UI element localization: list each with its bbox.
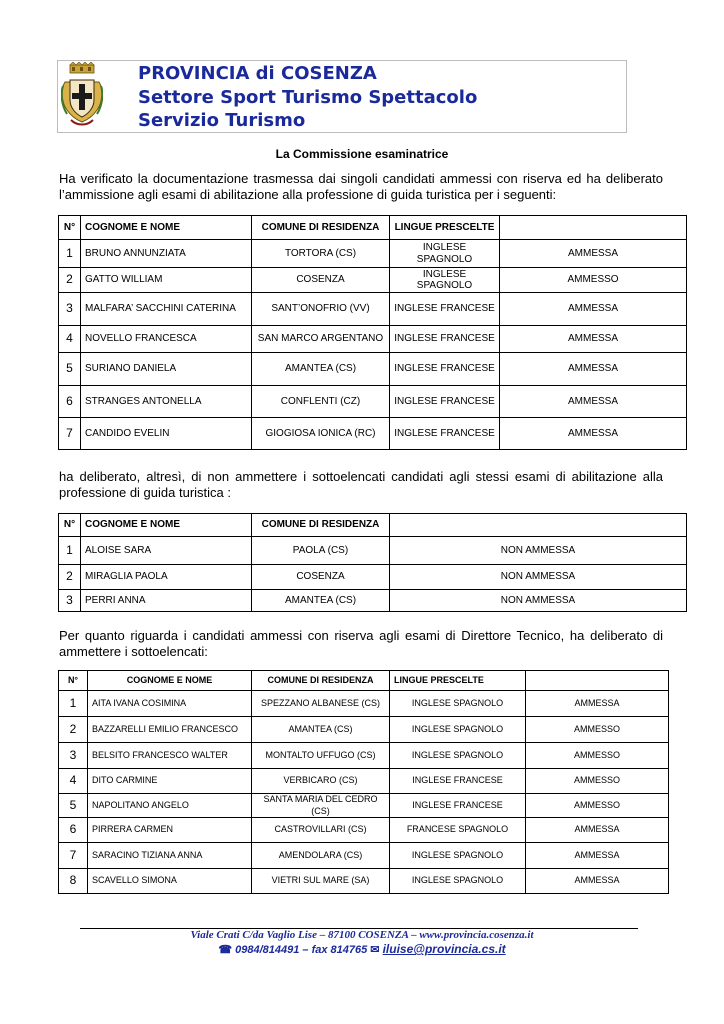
technical-director-table [58,670,669,894]
admission-status: AMMESSA [526,843,669,869]
candidate-name: GATTO WILLIAM [81,268,252,293]
admission-status: AMMESSA [500,293,687,326]
admission-status: AMMESSA [526,869,669,894]
chosen-languages: INGLESE FRANCESE [390,418,500,450]
table-row [59,537,687,565]
row-number: 1 [59,240,81,268]
candidate-name: MIRAGLIA PAOLA [81,565,252,590]
residence-city: COSENZA [252,565,390,590]
table-row [59,869,669,894]
candidate-name: PERRI ANNA [81,590,252,612]
table-row [59,268,687,293]
admission-status: AMMESSA [500,386,687,418]
candidate-name: BAZZARELLI EMILIO FRANCESCO [88,717,252,743]
residence-city: AMANTEA (CS) [252,717,390,743]
admission-status: AMMESSA [500,240,687,268]
residence-city: CASTROVILLARI (CS) [252,818,390,843]
chosen-languages: INGLESE SPAGNOLO [390,869,526,894]
table-row [59,353,687,386]
chosen-languages: INGLESE FRANCESE [390,293,500,326]
col-city-header: COMUNE DI RESIDENZA [252,671,390,691]
residence-city: SANTA MARIA DEL CEDRO (CS) [252,794,390,818]
table-row [59,843,669,869]
admission-status: AMMESSA [500,326,687,353]
admission-status: NON AMMESSA [390,590,687,612]
col-num-header: N° [59,671,88,691]
row-number: 2 [59,565,81,590]
table-row [59,590,687,612]
table-row [59,326,687,353]
admission-status: AMMESSA [500,418,687,450]
col-result-header [390,514,687,537]
not-admitted-table [58,513,687,612]
residence-city: MONTALTO UFFUGO (CS) [252,743,390,769]
col-name-header: COGNOME E NOME [81,514,252,537]
col-name-header: COGNOME E NOME [88,671,252,691]
row-number: 1 [59,691,88,717]
table-row [59,818,669,843]
candidate-name: STRANGES ANTONELLA [81,386,252,418]
chosen-languages: INGLESE SPAGNOLO [390,240,500,268]
residence-city: TORTORA (CS) [252,240,390,268]
residence-city: AMANTEA (CS) [252,590,390,612]
candidate-name: SARACINO TIZIANA ANNA [88,843,252,869]
commission-heading: La Commissione esaminatrice [275,147,449,161]
residence-city: VIETRI SUL MARE (SA) [252,869,390,894]
row-number: 1 [59,537,81,565]
telephone-icon: ☎ [218,944,233,956]
row-number: 6 [59,818,88,843]
chosen-languages: INGLESE SPAGNOLO [390,268,500,293]
residence-city: SPEZZANO ALBANESE (CS) [252,691,390,717]
row-number: 4 [59,769,88,794]
candidate-name: PIRRERA CARMEN [88,818,252,843]
col-city-header: COMUNE DI RESIDENZA [252,514,390,537]
province-crest-logo [61,62,103,128]
col-result-header [526,671,669,691]
title-sector: Settore Sport Turismo Spettacolo [138,86,478,108]
admission-status: AMMESSO [526,794,669,818]
row-number: 7 [59,418,81,450]
residence-city: SAN MARCO ARGENTANO [252,326,390,353]
table-row [59,565,687,590]
residence-city: VERBICARO (CS) [252,769,390,794]
chosen-languages: INGLESE FRANCESE [390,353,500,386]
footer-address: Viale Crati C/da Vaglio Lise – 87100 COSENZA – www.provincia.cosenza.it [190,929,534,941]
candidate-name: DITO CARMINE [88,769,252,794]
row-number: 3 [59,293,81,326]
chosen-languages: INGLESE SPAGNOLO [390,691,526,717]
col-city-header: COMUNE DI RESIDENZA [252,216,390,240]
col-lang-header: LINGUE PRESCELTE [390,216,500,240]
title-service: Servizio Turismo [138,110,306,131]
residence-city: SANT’ONOFRIO (VV) [252,293,390,326]
chosen-languages: INGLESE SPAGNOLO [390,717,526,743]
row-number: 6 [59,386,81,418]
admission-status: AMMESSA [526,691,669,717]
row-number: 7 [59,843,88,869]
candidate-name: MALFARA’ SACCHINI CATERINA [81,293,252,326]
candidate-name: SURIANO DANIELA [81,353,252,386]
chosen-languages: INGLESE FRANCESE [390,794,526,818]
candidate-name: CANDIDO EVELIN [81,418,252,450]
third-paragraph: Per quanto riguarda i candidati ammessi con riserva agli esami di Direttore Tecnico, ha deliberato di ammettere i sottoelencati: [59,628,663,659]
residence-city: COSENZA [252,268,390,293]
residence-city: CONFLENTI (CZ) [252,386,390,418]
col-result-header [500,216,687,240]
admission-status: AMMESSO [526,769,669,794]
candidate-name: NOVELLO FRANCESCA [81,326,252,353]
chosen-languages: INGLESE FRANCESE [390,326,500,353]
table-row [59,386,687,418]
envelope-icon: ✉ [370,944,380,956]
row-number: 2 [59,268,81,293]
table-header-row [59,216,687,240]
footer-email-link[interactable]: iluise@provincia.cs.it [382,942,506,956]
footer-contacts [0,942,724,956]
intro-paragraph: Ha verificato la documentazione trasmessa dai singoli candidati ammessi con riserva ed ha deliberato l’ammissione agli esami di abilitazione alla professione di guida turistica per i seguenti: [59,171,663,202]
title-province: PROVINCIA di COSENZA [138,63,377,84]
candidate-name: AITA IVANA COSIMINA [88,691,252,717]
table-header-row [59,514,687,537]
table-row [59,418,687,450]
table-row [59,769,669,794]
candidate-name: BRUNO ANNUNZIATA [81,240,252,268]
chosen-languages: INGLESE SPAGNOLO [390,843,526,869]
table-row [59,293,687,326]
chosen-languages: INGLESE SPAGNOLO [390,743,526,769]
row-number: 5 [59,353,81,386]
admitted-guides-table [58,215,687,450]
admission-status: NON AMMESSA [390,565,687,590]
row-number: 4 [59,326,81,353]
admission-status: AMMESSO [500,268,687,293]
chosen-languages: INGLESE FRANCESE [390,769,526,794]
admission-status: AMMESSA [526,818,669,843]
chosen-languages: FRANCESE SPAGNOLO [390,818,526,843]
col-name-header: COGNOME E NOME [81,216,252,240]
col-num-header: N° [59,216,81,240]
row-number: 3 [59,743,88,769]
col-num-header: N° [59,514,81,537]
table-row [59,691,669,717]
footer-phone: 0984/814491 – fax 814765 [235,944,368,956]
admission-status: AMMESSO [526,717,669,743]
admission-status: NON AMMESSA [390,537,687,565]
col-lang-header: LINGUE PRESCELTE [390,671,526,691]
chosen-languages: INGLESE FRANCESE [390,386,500,418]
letterhead-title [138,62,477,133]
table-row [59,794,669,818]
row-number: 3 [59,590,81,612]
table-row [59,240,687,268]
residence-city: AMENDOLARA (CS) [252,843,390,869]
table-header-row [59,671,669,691]
second-paragraph: ha deliberato, altresì, di non ammettere i sottoelencati candidati agli stessi esami di abilitazione alla professione di guida turistica : [59,469,663,500]
candidate-name: BELSITO FRANCESCO WALTER [88,743,252,769]
residence-city: PAOLA (CS) [252,537,390,565]
admission-status: AMMESSA [500,353,687,386]
candidate-name: NAPOLITANO ANGELO [88,794,252,818]
row-number: 2 [59,717,88,743]
table-row [59,717,669,743]
candidate-name: ALOISE SARA [81,537,252,565]
candidate-name: SCAVELLO SIMONA [88,869,252,894]
row-number: 5 [59,794,88,818]
residence-city: AMANTEA (CS) [252,353,390,386]
admission-status: AMMESSO [526,743,669,769]
residence-city: GIOGIOSA IONICA (RC) [252,418,390,450]
row-number: 8 [59,869,88,894]
table-row [59,743,669,769]
